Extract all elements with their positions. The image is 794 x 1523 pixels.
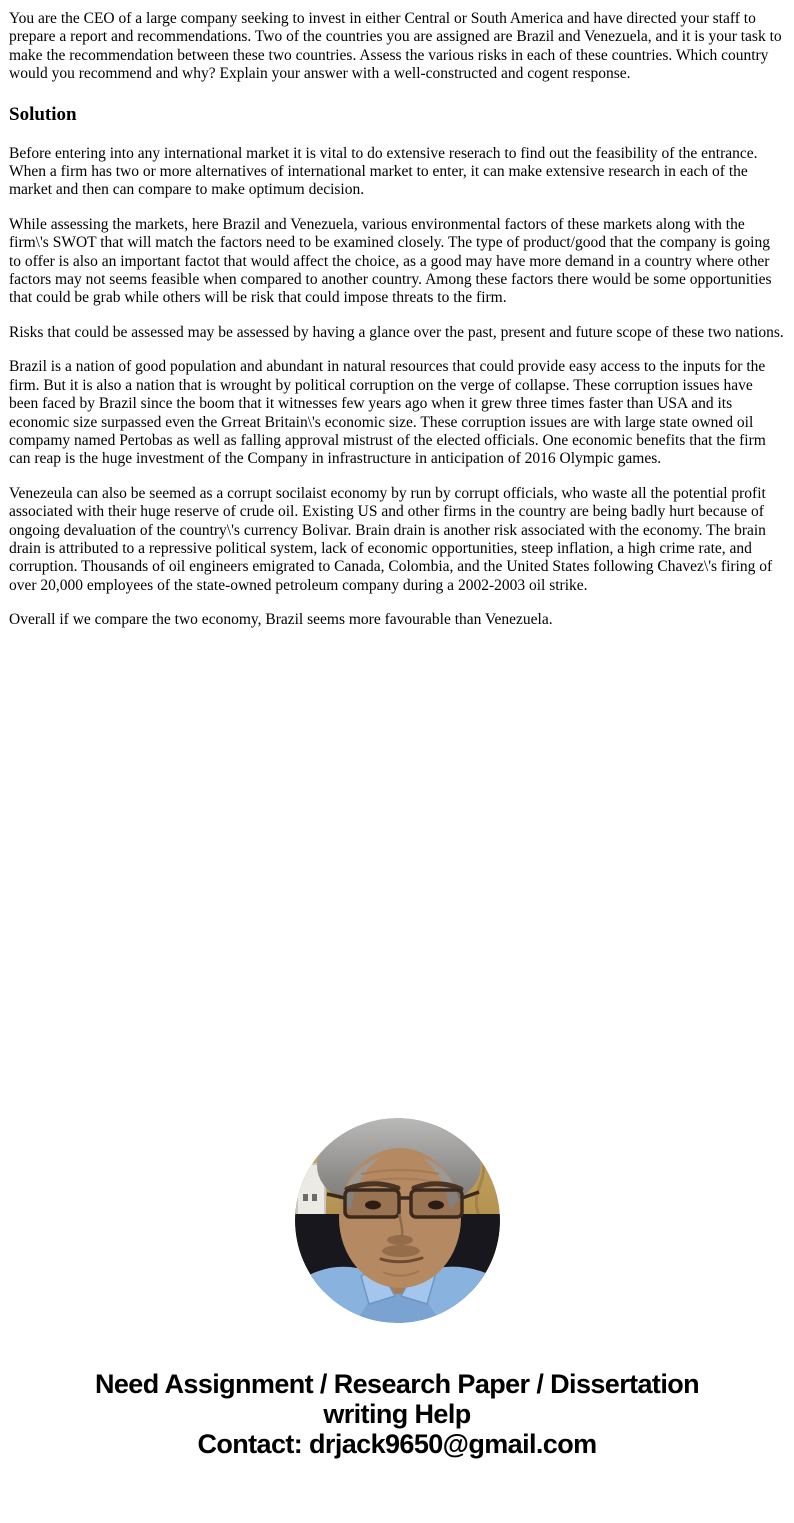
solution-paragraph: Venezeula can also be seemed as a corrupt socilaist economy by run by corrupt officials, who waste all the potential profit associated with their huge reserve of crude oil. Existing US and other firms in the country are being badly hurt because of ongoing devaluation of the country\'s currency Bolivar. Brain drain is another risk associated with the economy. The brain drain is attributed to a repressive political system, lack of economic opportunities, steep inflation, a high crime rate, and corruption. Thousands of oil engineers emigrated to Canada, Colombia, and the United States following Chavez\'s firing of over 20,000 employees of the state-owned petroleum company during a 2002-2003 oil strike.: [9, 484, 773, 594]
solution-paragraph: Before entering into any international market it is vital to do extensive reserach to find out the feasibility of the entrance. When a firm has two or more alternatives of international market to enter, it can make extensive research in each of the market and then can compare to make optimum decision.: [9, 144, 758, 199]
footer-line: writing Help: [323, 1398, 471, 1429]
solution-paragraph: Overall if we compare the two economy, Brazil seems more favourable than Venezuela.: [9, 611, 553, 629]
footer-help-banner: [9, 1369, 785, 1459]
avatar-section: [9, 1118, 785, 1323]
tutor-avatar: [295, 1118, 500, 1323]
footer-line: Need Assignment / Research Paper / Dissertation: [94, 1368, 700, 1399]
solution-paragraph: Brazil is a nation of good population and abundant in natural resources that could provide easy access to the inputs for the firm. But it is also a nation that is wrought by political corruption on the verge of collapse. These corruption issues have been faced by Brazil since the boom that it witnesses few years ago when it grew three times faster than USA and its economic size surpassed even the Grreat Britain\'s economic size. These corruption issues are with large state owned oil compamy named Pertobas as well as falling approval mistrust of the elected officials. One economic benefits that the firm can reap is the huge investment of the Company in infrastructure in anticipation of 2016 Olympic games.: [9, 358, 766, 468]
footer-contact-line: Contact: drjack9650@gmail.com: [197, 1428, 597, 1459]
solution-paragraph: While assessing the markets, here Brazil and Venezuela, various environmental factors of these markets along with the firm\'s SWOT that will match the factors need to be examined closely. The type of product/good that the company is going to offer is also an important factot that would affect the choice, as a good may have more demand in a country where other factors may not seems feasible when compared to another country. Among these factors there would be some opportunities that could be grab while others will be risk that could impose threats to the firm.: [9, 215, 772, 307]
tutor-photo-illustration: [295, 1118, 500, 1323]
solution-paragraph: Risks that could be assessed may be assessed by having a glance over the past, present and future scope of these two nations.: [9, 323, 784, 341]
question-paragraph: You are the CEO of a large company seeking to invest in either Central or South America and have directed your staff to prepare a report and recommendations. Two of the countries you are assigned are Brazil and Venezuela, and it is your task to make the recommendation between these two countries. Assess the various risks in each of these countries. Which country would you recommend and why? Explain your answer with a well-constructed and cogent response.: [9, 10, 782, 83]
solution-heading: Solution: [9, 103, 77, 125]
